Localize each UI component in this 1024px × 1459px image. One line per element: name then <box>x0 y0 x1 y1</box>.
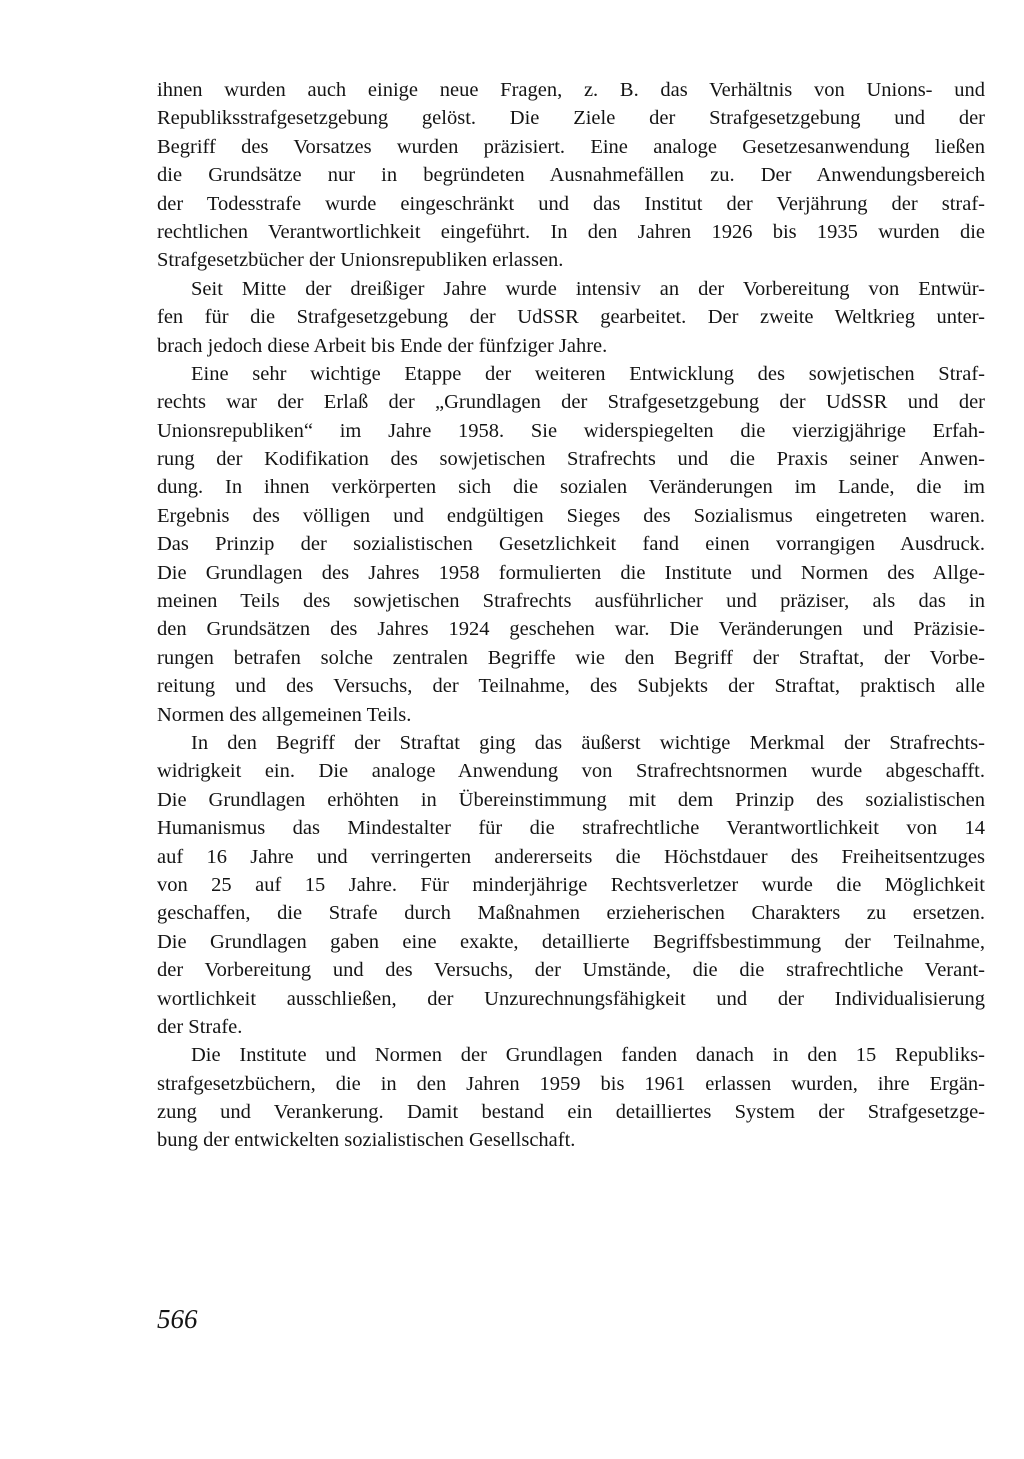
text-line: reitung und des Versuchs, der Teilnahme, des Subjekts der Straftat, praktisch alle <box>157 675 985 698</box>
text-line: geschaffen, die Strafe durch Maßnahmen erzieherischen Charakters zu ersetzen. <box>157 902 985 925</box>
paragraph <box>157 275 985 360</box>
text-line: fen für die Strafgesetzgebung der UdSSR gearbeitet. Der zweite Weltkrieg unter- <box>157 306 985 329</box>
text-line: Republiksstrafgesetzgebung gelöst. Die Ziele der Strafgesetzgebung und der <box>157 107 985 130</box>
text-line: meinen Teils des sowjetischen Strafrechts ausführlicher und präziser, als das in <box>157 590 985 613</box>
text-line: von 25 auf 15 Jahre. Für minderjährige Rechtsverletzer wurde die Möglichkeit <box>157 873 985 896</box>
text-line: Die Grundlagen des Jahres 1958 formulierten die Institute und Normen des Allge- <box>157 561 985 584</box>
text-line: zung und Verankerung. Damit bestand ein detailliertes System der Strafgesetzge- <box>157 1101 985 1124</box>
paragraph <box>157 729 985 1041</box>
text-line: den Grundsätzen des Jahres 1924 geschehen war. Die Veränderungen und Präzisie- <box>157 618 985 641</box>
text-line: der Strafe. <box>157 1015 243 1038</box>
text-line: die Grundsätze nur in begründeten Ausnahmefällen zu. Der Anwendungsbereich <box>157 164 985 187</box>
text-line: Die Institute und Normen der Grundlagen fanden danach in den 15 Republiks- <box>191 1044 985 1067</box>
text-line: Strafgesetzbücher der Unionsrepubliken erlassen. <box>157 249 564 272</box>
text-line: strafgesetzbüchern, die in den Jahren 1959 bis 1961 erlassen wurden, ihre Ergän- <box>157 1072 985 1095</box>
text-line: der Todesstrafe wurde eingeschränkt und das Institut der Verjährung der straf- <box>157 192 985 215</box>
paragraph <box>157 1041 985 1155</box>
text-line: auf 16 Jahre und verringerten andererseits die Höchstdauer des Freiheitsentzuges <box>157 845 985 868</box>
paragraph <box>157 76 985 275</box>
text-line: brach jedoch diese Arbeit bis Ende der fünfziger Jahre. <box>157 334 608 357</box>
text-line: wortlichkeit ausschließen, der Unzurechnungsfähigkeit und der Individualisierung <box>157 987 985 1010</box>
text-line: rechts war der Erlaß der „Grundlagen der Strafgesetzgebung der UdSSR und der <box>157 391 985 414</box>
text-line: Normen des allgemeinen Teils. <box>157 703 412 726</box>
text-line: Ergebnis des völligen und endgültigen Sieges des Sozialismus eingetreten waren. <box>157 504 985 527</box>
text-line: Die Grundlagen erhöhten in Übereinstimmung mit dem Prinzip des sozialistischen <box>157 788 985 811</box>
text-line: bung der entwickelten sozialistischen Gesellschaft. <box>157 1129 576 1152</box>
text-line: ihnen wurden auch einige neue Fragen, z. B. das Verhältnis von Unions- und <box>157 79 985 101</box>
text-line: Die Grundlagen gaben eine exakte, detaillierte Begriffsbestimmung der Teilnahme, <box>157 930 985 953</box>
text-line: Das Prinzip der sozialistischen Gesetzlichkeit fand einen vorrangigen Ausdruck. <box>157 533 985 556</box>
text-line: widrigkeit ein. Die analoge Anwendung von Strafrechtsnormen wurde abgeschafft. <box>157 760 985 783</box>
text-line: rung der Kodifikation des sowjetischen Strafrechts und die Praxis seiner Anwen- <box>157 448 985 471</box>
text-line: Humanismus das Mindestalter für die strafrechtliche Verantwortlichkeit von 14 <box>157 817 985 840</box>
text-line: rungen betrafen solche zentralen Begriffe wie den Begriff der Straftat, der Vorbe- <box>157 646 985 669</box>
text-line: In den Begriff der Straftat ging das äußerst wichtige Merkmal der Strafrechts- <box>191 731 985 754</box>
page-number: 566 <box>157 1304 198 1334</box>
body-text <box>157 76 985 1155</box>
text-line: Begriff des Vorsatzes wurden präzisiert. Eine analoge Gesetzesanwendung ließen <box>157 135 985 158</box>
text-line: dung. In ihnen verkörperten sich die sozialen Veränderungen im Lande, die im <box>157 476 985 499</box>
paragraph <box>157 360 985 729</box>
text-line: Unionsrepubliken“ im Jahre 1958. Sie widerspiegelten die vierzigjährige Erfah- <box>157 419 985 442</box>
text-line: Eine sehr wichtige Etappe der weiteren Entwicklung des sowjetischen Straf- <box>191 362 985 385</box>
text-line: der Vorbereitung und des Versuchs, der Umstände, die die strafrechtliche Verant- <box>157 959 985 982</box>
text-line: Seit Mitte der dreißiger Jahre wurde intensiv an der Vorbereitung von Entwür- <box>191 277 985 300</box>
text-line: rechtlichen Verantwortlichkeit eingeführt. In den Jahren 1926 bis 1935 wurden die <box>157 220 985 243</box>
